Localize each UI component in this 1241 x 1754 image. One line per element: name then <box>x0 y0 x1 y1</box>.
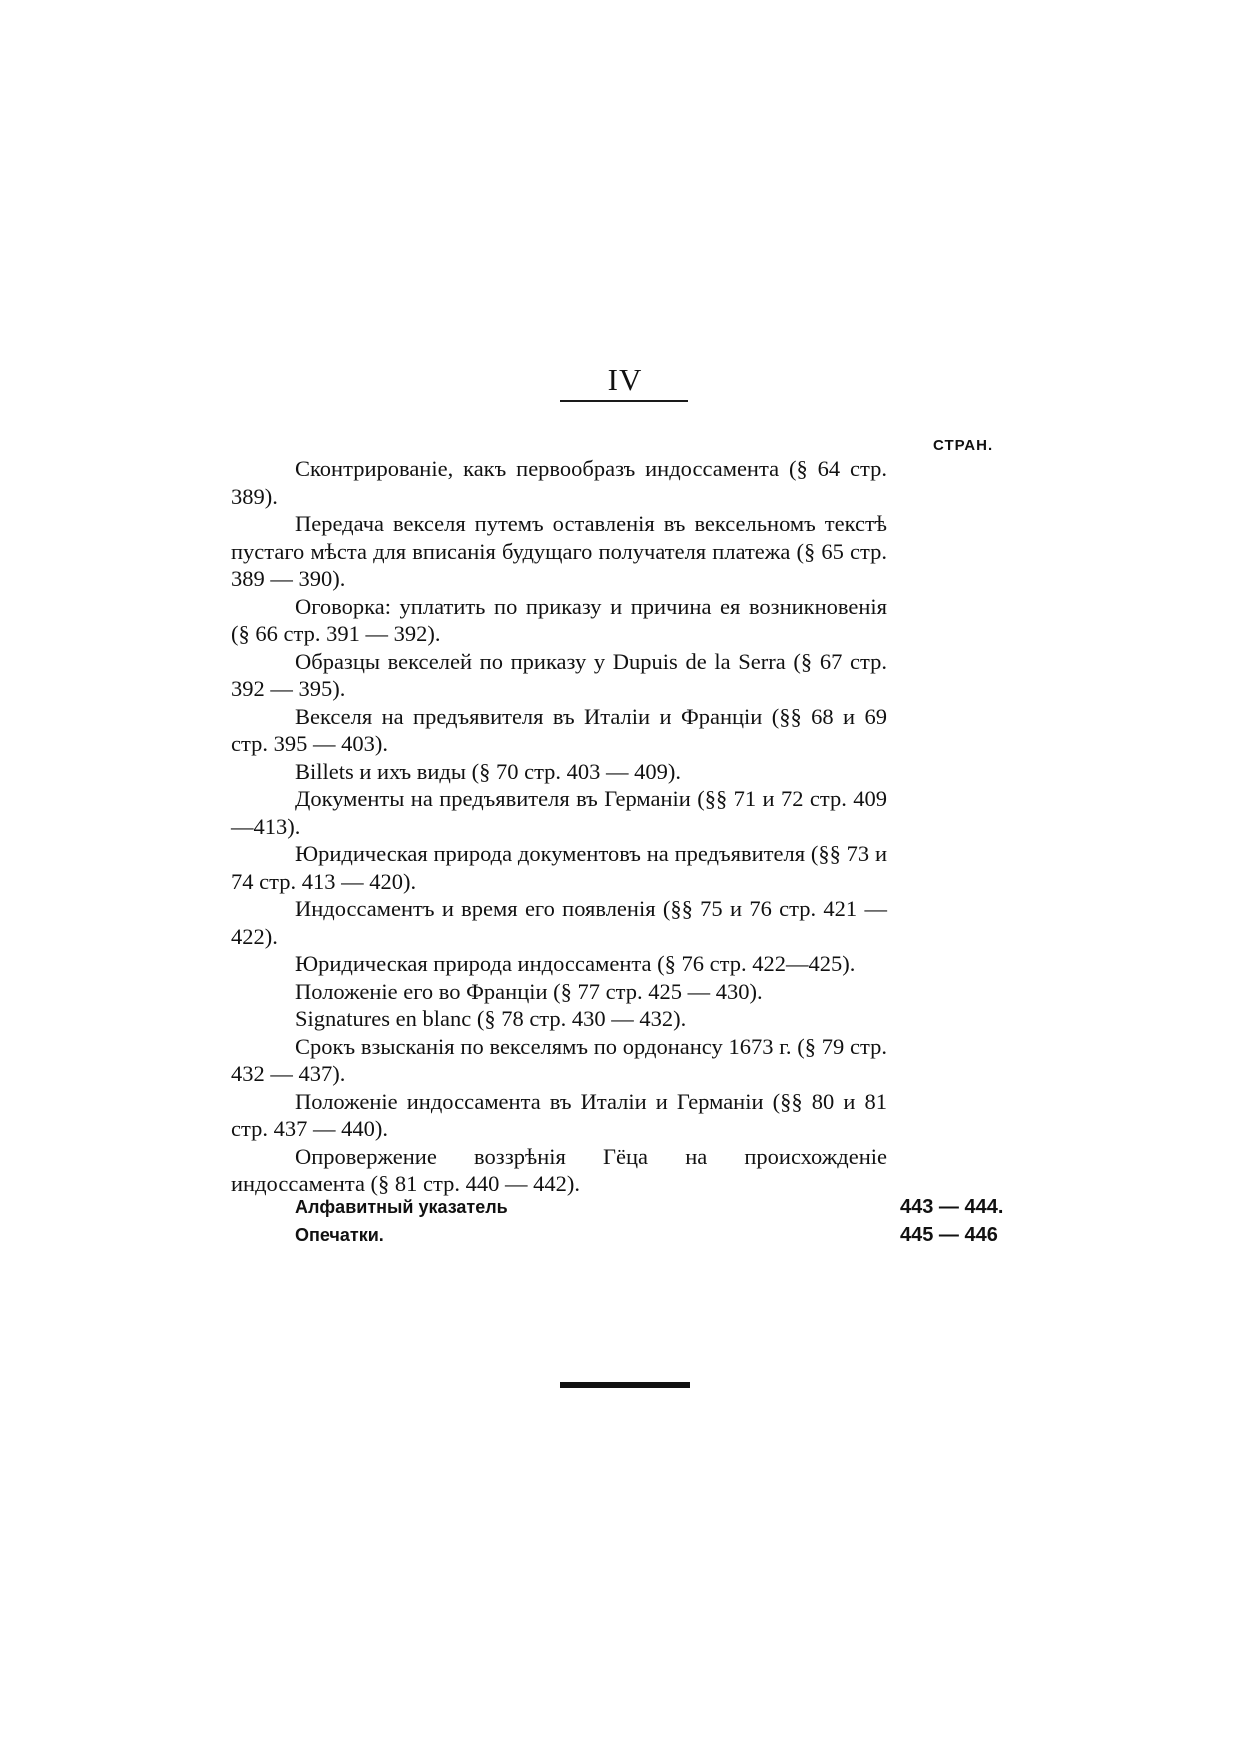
toc-entry: Срокъ взысканія по векселямъ по ордонансу 1673 г. (§ 79 стр. 432 — 437). <box>231 1033 887 1086</box>
page-number-rule <box>560 400 688 402</box>
toc-entry: Образцы векселей по приказу у Dupuis de la Serra (§ 67 стр. 392 — 395). <box>231 648 887 701</box>
toc-entry: Billets и ихъ виды (§ 70 стр. 403 — 409). <box>295 758 682 784</box>
toc-entry: Передача векселя путемъ оставленія въ вексельномъ текстѣ пустаго мѣста для вписанія будущаго получателя платежа (§ 65 стр. 389 — 390). <box>231 511 887 591</box>
errata-pages: 445 — 446 <box>900 1224 998 1246</box>
toc-entry: Signatures en blanc (§ 78 стр. 430 — 432). <box>295 1006 687 1031</box>
page-number: IV <box>607 362 643 397</box>
toc-entry: Юридическая природа индоссамента (§ 76 стр. 422—425). <box>295 951 856 976</box>
toc-entry: Документы на предъявителя въ Германіи (§§ 71 и 72 стр. 409—413). <box>231 786 887 839</box>
toc-entry: Оговорка: уплатить по приказу и причина ея возникновенія (§ 66 стр. 391 — 392). <box>231 593 887 646</box>
index-pages: 443 — 444. <box>900 1196 1004 1218</box>
toc-entry: Положеніе его во Франціи (§ 77 стр. 425 — 430). <box>295 978 763 1004</box>
end-rule <box>560 1382 690 1388</box>
errata-row <box>231 1221 1011 1249</box>
summary-section <box>231 1193 1011 1249</box>
pages-column-header: СТРАН. <box>933 437 994 454</box>
table-of-contents <box>231 455 887 1198</box>
errata-label: Опечатки. <box>295 1225 384 1245</box>
toc-entry: Индоссаментъ и время его появленія (§§ 75 и 76 стр. 421 — 422). <box>231 896 887 949</box>
toc-entry: Сконтрированіе, какъ первообразъ индоссамента (§ 64 стр. 389). <box>231 456 887 509</box>
toc-entry: Положеніе индоссамента въ Италіи и Германіи (§§ 80 и 81 стр. 437 — 440). <box>231 1088 887 1141</box>
toc-entry: Опровержение воззрѣнія Гёца на происхожденіе индоссамента (§ 81 стр. 440 — 442). <box>231 1143 887 1196</box>
index-row <box>231 1193 1011 1221</box>
index-label: Алфавитный указатель <box>295 1197 508 1217</box>
toc-entry: Юридическая природа документовъ на предъявителя (§§ 73 и 74 стр. 413 — 420). <box>231 841 887 894</box>
toc-entry: Векселя на предъявителя въ Италіи и Франціи (§§ 68 и 69 стр. 395 — 403). <box>231 703 887 756</box>
